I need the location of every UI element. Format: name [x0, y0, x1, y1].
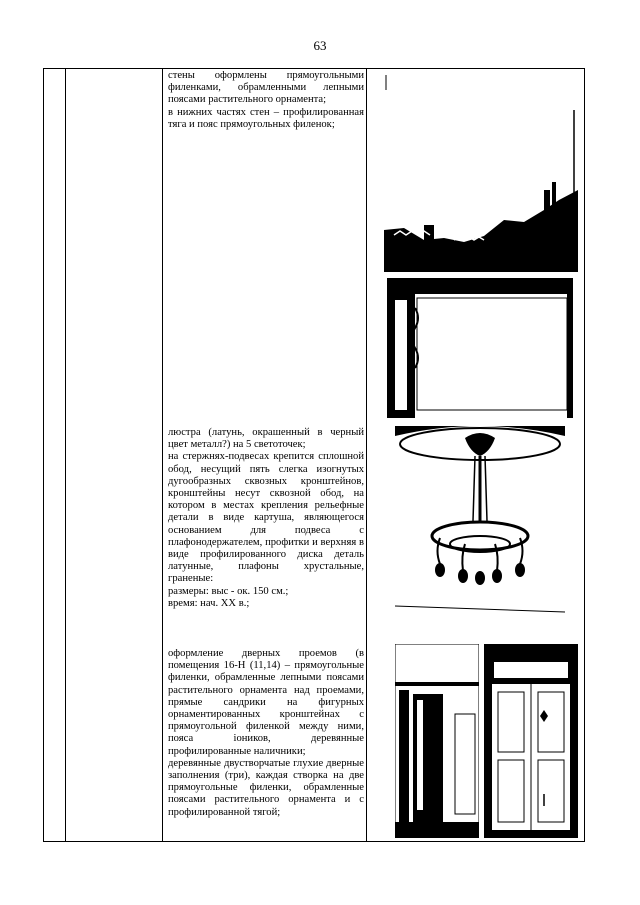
- photo-chandelier: [395, 426, 565, 626]
- column-divider-1: [65, 68, 66, 842]
- doorways-description: [168, 648, 364, 819]
- paragraph: стены оформлены прямоугольными филенками, обрамленными лепными поясами растительного орнамента;: [168, 70, 364, 106]
- paragraph: в нижних частях стен – профилированная тяга и пояс прямоугольных филенок;: [168, 106, 364, 130]
- paragraph: на стержнях-подвесах крепится сплошной обод, несущий пять слегка изогнутых дугообразных сквозных кронштейнов, кронштейны несут сквозной обод, на котором в местах крепления рельефные детали в виде картуша, являющегося основанием для подвеса с плафонодержателем, профитки и верхняя в виде профилированного диска деталь латунные, плафоны хрустальные, граненые:: [168, 451, 364, 585]
- photo-wall-cornice: [384, 70, 578, 272]
- photo-wall-panel: [387, 278, 573, 418]
- table-border-left: [43, 68, 44, 842]
- chandelier-description: [168, 427, 364, 610]
- paragraph: деревянные двустворчатые глухие дверные заполнения (три), каждая створка на две прямоугольные филенки, обрамленные поясами растительного орнамента и с профилированной тягой;: [168, 757, 364, 818]
- paragraph: оформление дверных проемов (в помещения 16-Н (11,14) – прямоугольные филенки, обрамленные лепными поясами растительного орнамента над проемами, прямые сандрики на фигурных орнаментированных кронштейнах с прямоугольной филенкой между ними, пояса ioников, деревянные профилированные наличники;: [168, 648, 364, 757]
- column-divider-3: [366, 68, 367, 842]
- table-border-bottom: [43, 841, 585, 842]
- walls-description: [168, 70, 364, 131]
- photo-doorway-right: [484, 644, 578, 838]
- photo-doorway-left: [395, 644, 479, 838]
- column-divider-2: [162, 68, 163, 842]
- table-border-right: [584, 68, 585, 842]
- paragraph: размеры: выс - ок. 150 см.;: [168, 585, 289, 597]
- paragraph: время: нач. XX в.;: [168, 597, 250, 609]
- page-number: 63: [313, 38, 327, 53]
- table-border-top: [43, 68, 585, 69]
- paragraph: люстра (латунь, окрашенный в черный цвет металл?) на 5 светоточек;: [168, 427, 364, 451]
